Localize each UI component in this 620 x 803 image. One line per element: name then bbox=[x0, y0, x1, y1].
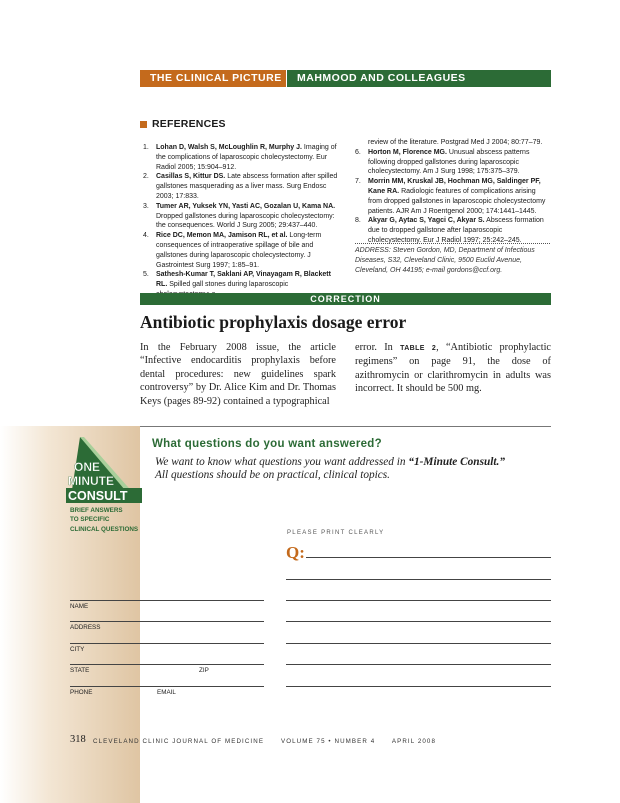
consult-title: What questions do you want answered? bbox=[152, 438, 382, 450]
journal-date: APRIL 2008 bbox=[391, 738, 437, 745]
zip-label: ZIP bbox=[199, 667, 209, 674]
correction-text-right bbox=[355, 341, 551, 396]
reference-authors: Casillas S, Kittur DS. bbox=[156, 173, 226, 181]
reference-number: 8. bbox=[355, 217, 361, 225]
question-line[interactable] bbox=[286, 621, 551, 622]
reference-citation: Dropped gallstones during laparoscopic cholecystectomy: the consequences. World J Surg 2005; 29:437–440. bbox=[156, 212, 335, 230]
logo-text-minute: MINUTE bbox=[68, 474, 114, 488]
city-field[interactable] bbox=[70, 643, 264, 644]
section-header: THE CLINICAL PICTURE bbox=[140, 70, 286, 87]
reference-item bbox=[143, 231, 339, 270]
one-minute-consult-logo bbox=[64, 435, 144, 505]
reference-authors: Rice DC, Memon MA, Jamison RL, et al. bbox=[156, 232, 288, 240]
reference-item bbox=[143, 143, 339, 172]
journal-volume: VOLUME 75 • NUMBER 4 bbox=[280, 738, 376, 745]
references-right-column bbox=[355, 138, 550, 246]
tagline-line: TO SPECIFIC bbox=[70, 516, 110, 524]
state-label: STATE bbox=[70, 667, 90, 674]
reference-citation: Abscess formation due to dropped gallstone after laparoscopic cholecystectomy. Eur J Radiol 1997; 25:242–245. bbox=[368, 217, 544, 244]
question-line[interactable] bbox=[286, 686, 551, 687]
reference-number: 4. bbox=[143, 232, 149, 240]
subtitle-feature-name: “1-Minute Consult.” bbox=[408, 456, 506, 468]
reference-citation: Spilled gall stones during laparoscopic bbox=[169, 281, 289, 289]
reference-item bbox=[355, 177, 550, 216]
section-divider bbox=[140, 426, 551, 427]
reference-citation: Radiologic features of complications arising from dropped gallstones in laparoscopic cholecystectomy patients. AJR Am J Roentgenol 2000; 174:1441–1445. bbox=[368, 187, 546, 215]
address-label: ADDRESS bbox=[70, 624, 101, 631]
reference-authors: Tumer AR, Yuksek YN, Yasti AC, Gozalan U, Kama NA. bbox=[156, 202, 336, 210]
email-label: EMAIL bbox=[157, 689, 176, 696]
correction-text-part: error. In bbox=[355, 342, 401, 353]
logo-text-one: ONE bbox=[74, 460, 101, 474]
phone-email-field[interactable] bbox=[70, 686, 264, 687]
subtitle-text: We want to know what questions you want addressed in bbox=[155, 456, 409, 468]
reference-item bbox=[355, 148, 550, 177]
correction-bar: CORRECTION bbox=[140, 293, 551, 305]
table-reference: TABLE 2 bbox=[400, 345, 437, 352]
reference-number: 3. bbox=[143, 202, 149, 210]
logo-tagline bbox=[70, 506, 138, 534]
reference-citation: Imaging of the complications of laparoscopic cholecystectomy. Eur Radiol 2005; 15:904–912. bbox=[156, 144, 337, 171]
question-label: Q: bbox=[286, 543, 305, 562]
name-field[interactable] bbox=[70, 600, 264, 601]
journal-name: CLEVELAND CLINIC JOURNAL OF MEDICINE bbox=[93, 738, 265, 745]
reference-number: 6. bbox=[355, 148, 361, 156]
correction-text-left: In the February 2008 issue, the article “Infective endocarditis prophylaxis before dental procedures: new guidelines spark controversy” by Dr. Alice Kim and Dr. Thomas Keys (pages 89-92) contained a typographical bbox=[140, 342, 336, 407]
state-zip-field[interactable] bbox=[70, 664, 264, 665]
reference-citation: Late abscess formation after spilled gallstones masquerading as a liver mass. Surg Endosc 2003; 17:833. bbox=[156, 173, 338, 200]
reference-citation: Unusual abscess patterns following dropped gallstones during laparoscopic cholecystectomy. Am J Surg 1998; 175:375–379. bbox=[368, 148, 530, 176]
consult-subtitle bbox=[155, 456, 550, 482]
tagline-line: BRIEF ANSWERS bbox=[70, 507, 123, 514]
tagline-line: CLINICAL QUESTIONS bbox=[70, 525, 139, 533]
correction-text-part: , “Antibiotic prophylactic regimens” on page 91, the dose of azithromycin or clarithromycin in adults was incorrect. It should be 500 mg. bbox=[355, 342, 551, 395]
authors-header: MAHMOOD AND COLLEAGUES bbox=[287, 70, 551, 87]
question-line[interactable] bbox=[286, 600, 551, 601]
reference-number: 1. bbox=[143, 144, 149, 151]
subtitle-text: All questions should be on practical, clinical topics. bbox=[155, 469, 391, 481]
reference-authors: Akyar G, Aytac S, Yagci C, Akyar S. bbox=[368, 217, 485, 225]
reference-authors: Morrin MM, Kruskal JB, Hochman MG, Saldinger PF, Kane RA. bbox=[368, 178, 541, 195]
address-field[interactable] bbox=[70, 621, 264, 622]
question-line[interactable] bbox=[286, 664, 551, 665]
references-bullet bbox=[140, 121, 147, 128]
correction-title: Antibiotic prophylaxis dosage error bbox=[140, 312, 407, 332]
reference-continuation: review of the literature. Postgrad Med J 2004; 80:77–79. bbox=[368, 139, 543, 146]
reference-authors: Lohan D, Walsh S, McLoughlin R, Murphy J. bbox=[156, 144, 302, 151]
address-divider bbox=[355, 243, 550, 244]
question-line[interactable] bbox=[306, 557, 551, 558]
page-number: 318 bbox=[70, 734, 86, 745]
reference-number: 7. bbox=[355, 178, 361, 186]
author-address: ADDRESS: Steven Gordon, MD, Department of Infectious Diseases, S32, Cleveland Clinic, 9500 Euclid Avenue, Cleveland, OH 44195; e-mail gordons@ccf.org. bbox=[355, 247, 535, 274]
print-instruction: PLEASE PRINT CLEARLY bbox=[287, 530, 385, 536]
reference-number: 5. bbox=[143, 271, 149, 279]
logo-text-consult: CONSULT bbox=[68, 489, 128, 503]
question-line[interactable] bbox=[286, 579, 551, 580]
reference-authors: Sathesh-Kumar T, Saklani AP, Vinayagam R, Blackett RL. bbox=[156, 271, 331, 289]
question-line[interactable] bbox=[286, 643, 551, 644]
references-heading: REFERENCES bbox=[152, 118, 226, 130]
reference-item bbox=[143, 202, 339, 231]
reference-authors: Horton M, Florence MG. bbox=[368, 148, 447, 156]
name-label: NAME bbox=[70, 603, 89, 610]
city-label: CITY bbox=[70, 646, 85, 653]
phone-label: PHONE bbox=[70, 689, 93, 696]
reference-citation: Long-term consequences of intraoperative spillage of bile and gallstones during laparoscopic cholecystectomy. J Gastrointest Surg 1997; 1:85–91. bbox=[156, 232, 322, 269]
reference-number: 2. bbox=[143, 173, 149, 181]
references-left-column bbox=[143, 143, 339, 300]
reference-item bbox=[355, 216, 550, 245]
reference-item bbox=[143, 172, 339, 201]
journal-footer bbox=[93, 738, 436, 745]
